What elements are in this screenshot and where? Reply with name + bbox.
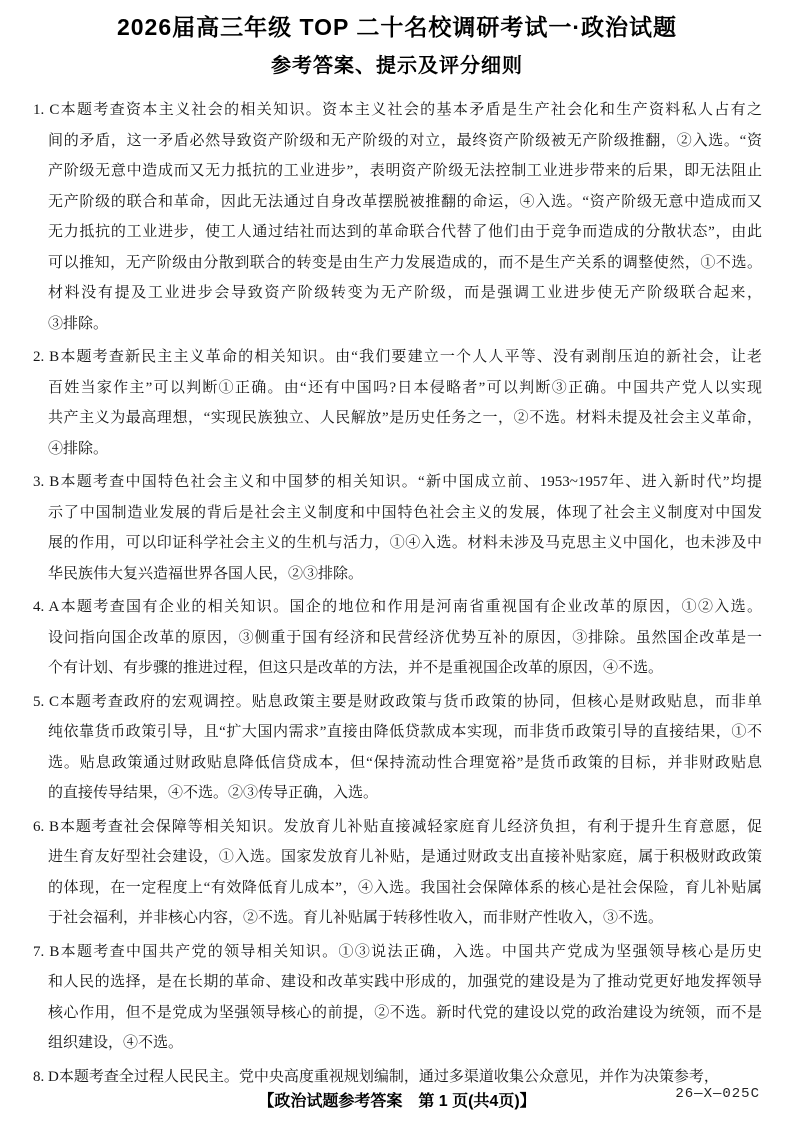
paragraph-line: 和人民的选择，是在长期的革命、建设和改革实践中形成的，加强党的建设是为了推动党更好地发挥领导 <box>48 974 762 990</box>
paragraph-line: 的直接传导结果，④不选。②③传导正确，入选。 <box>48 785 379 801</box>
paragraph-line: 纯依靠货币政策引导，且“扩大国内需求”直接由降低贷款成本实现，而非货币政策引导的直接结果，①不 <box>48 724 762 740</box>
document-title: 2026届高三年级 TOP 二十名校调研考试一·政治试题 <box>116 14 678 40</box>
paragraph-line: 示了中国制造业发展的背后是社会主义制度和中国特色社会主义的发展，体现了社会主义制度对中国发 <box>48 504 762 521</box>
paragraph-line: 8. D本题考查全过程人民民主。党中央高度重视规划编制，通过多渠道收集公众意见，并作为决策参考， <box>33 1068 719 1085</box>
paragraph-line: ④排除。 <box>48 440 109 457</box>
paragraph-line: 华民族伟大复兴造福世界各国人民，②③排除。 <box>48 565 364 582</box>
paragraph-line: 核心作用，但不是党成为坚强领导核心的前提，②不选。新时代党的建设以党的政治建设为统领，而不是 <box>48 1004 762 1021</box>
paragraph-line: 展的作用，可以印证科学社会主义的生机与活力，①④入选。材料未涉及马克思主义中国化，也未涉及中 <box>48 535 762 551</box>
answer-paragraph <box>33 342 762 464</box>
paragraph-line: 可以推知，无产阶级由分散到联合的转变是由生产力发展造成的，而不是生产关系的调整使然，①不选。 <box>48 254 762 271</box>
paragraph-line: 设问指向国企改革的原因，③侧重于国有经济和民营经济优势互补的原因，③排除。虽然国企改革是一 <box>48 629 762 646</box>
answer-paragraph <box>33 95 762 339</box>
answer-paragraph <box>33 467 762 589</box>
footer-paper-code: 26—X—025C <box>675 1086 760 1102</box>
answer-paragraph <box>33 687 762 809</box>
paragraph-line: 材料没有提及工业进步会导致资产阶级转变为无产阶级，而是强调工业进步使无产阶级联合起来， <box>48 285 762 301</box>
paragraph-line: 个有计划、有步骤的推进过程，但这只是改革的方法，并不是重视国企改革的原因，④不选。 <box>48 660 664 676</box>
paragraph-line: 共产主义为最高理想，“实现民族独立、人民解放”是历史任务之一，②不选。材料未提及社会主义革命， <box>48 410 762 426</box>
paragraph-line: 进生育友好型社会建设，①入选。国家发放育儿补贴，是通过财政支出直接补贴家庭，属于积极财政政策 <box>48 849 762 865</box>
paragraph-line: 6. B本题考查社会保障等相关知识。发放育儿补贴直接减轻家庭育儿经济负担，有利于提升生育意愿，促 <box>33 818 762 835</box>
answer-paragraph <box>33 592 762 684</box>
paragraph-line: 4. A本题考查国有企业的相关知识。国企的地位和作用是河南省重视国有企业改革的原因，①②入选。 <box>33 599 762 615</box>
document-subtitle: 参考答案、提示及评分细则 <box>271 55 523 77</box>
footer-page-label: 【政治试题参考答案 第 1 页(共4页)】 <box>258 1093 536 1110</box>
paragraph-line: 7. B本题考查中国共产党的领导相关知识。①③说法正确，入选。中国共产党成为坚强领导核心是历史 <box>33 943 762 960</box>
paragraph-line: 5. C本题考查政府的宏观调控。贴息政策主要是财政政策与货币政策的协同，但核心是财政贴息，而非单 <box>33 693 762 710</box>
paragraph-line: 无产阶级的联合和革命，因此无法通过自身改革摆脱被推翻的命运，④入选。“资产阶级无意中造成而又 <box>48 193 762 210</box>
paragraph-line: 产阶级无意中造成而又无力抵抗的工业进步”，表明资产阶级无法控制工业进步带来的后果，即无法阻止 <box>48 163 762 179</box>
answer-paragraphs <box>33 95 762 1095</box>
paragraph-line: 百姓当家作主”可以判断①正确。由“还有中国吗?日本侵略者”可以判断③正确。中国共产党人以实现 <box>48 379 762 396</box>
paragraph-line: 组织建设，④不选。 <box>48 1035 184 1051</box>
paragraph-line: 选。贴息政策通过财政贴息降低信贷成本，但“保持流动性合理宽裕”是货币政策的目标，并非财政贴息 <box>48 754 762 771</box>
paragraph-line: 于社会福利，并非核心内容，②不选。育儿补贴属于转移性收入，而非财产性收入，③不选。 <box>48 910 664 926</box>
paragraph-line: 的体现，在一定程度上“有效降低育儿成本”，④入选。我国社会保障体系的核心是社会保险，育儿补贴属 <box>48 879 762 896</box>
paragraph-line: 1. C本题考查资本主义社会的相关知识。资本主义社会的基本矛盾是生产社会化和生产资料私人占有之 <box>33 102 762 118</box>
answer-paragraph <box>33 812 762 934</box>
paragraph-line: 间的矛盾，这一矛盾必然导致资产阶级和无产阶级的对立，最终资产阶级被无产阶级推翻，②入选。“资 <box>48 132 762 149</box>
paragraph-line: 无力抵抗的工业进步，使工人通过结社而达到的革命联合代替了他们由于竞争而造成的分散状态”，由此 <box>48 224 762 240</box>
paragraph-line: ③排除。 <box>48 315 109 332</box>
paragraph-line: 2. B本题考查新民主主义革命的相关知识。由“我们要建立一个人人平等、没有剥削压迫的新社会，让老 <box>33 349 762 365</box>
answer-paragraph <box>33 937 762 1059</box>
paragraph-line: 3. B本题考查中国特色社会主义和中国梦的相关知识。“新中国成立前、1953~1957年、进入新时代”均提 <box>33 474 762 490</box>
